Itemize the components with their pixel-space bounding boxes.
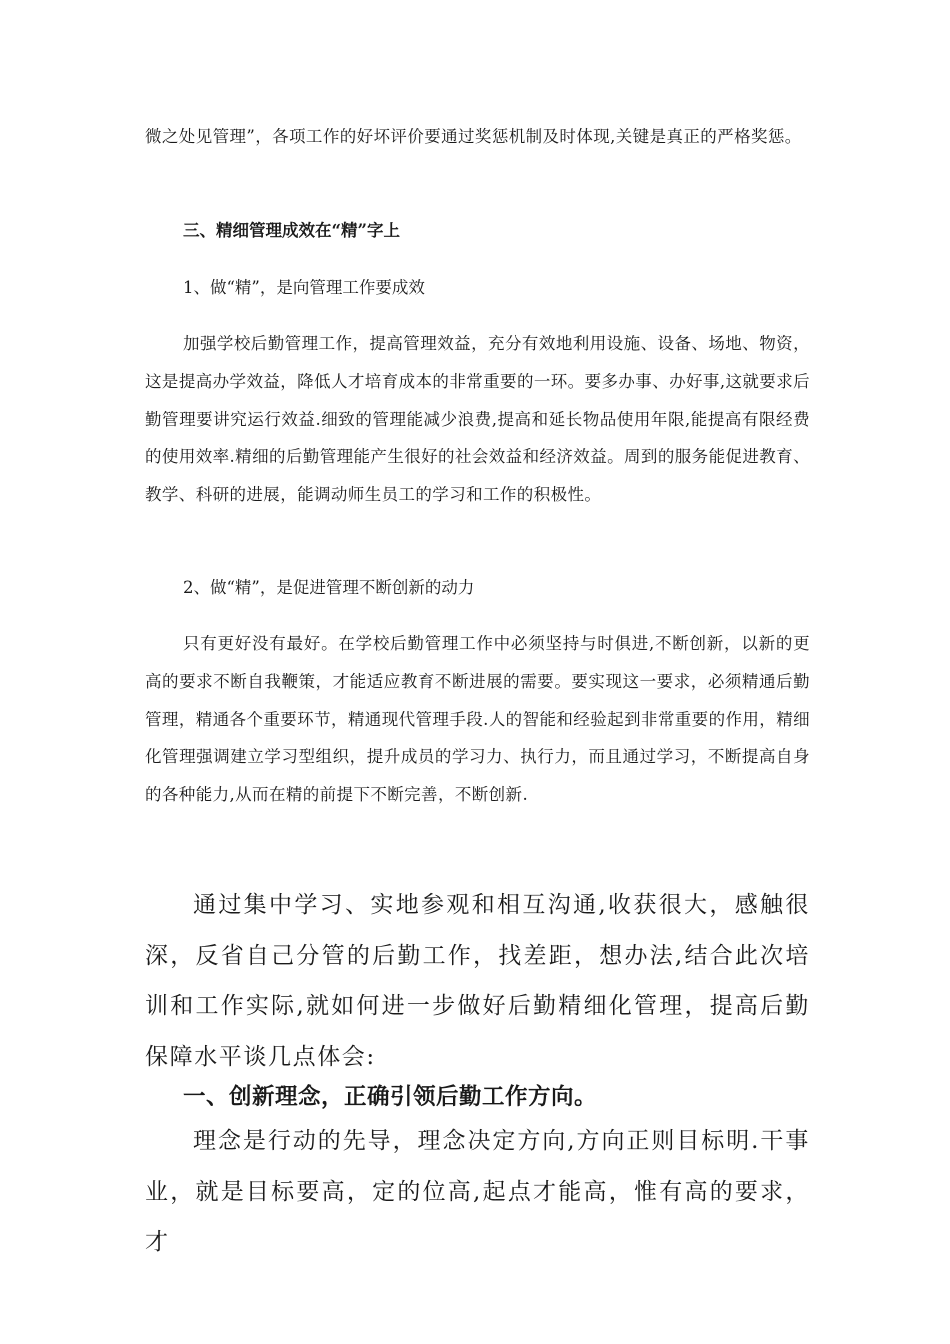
- paragraph-reward-punishment: 微之处见管理”，各项工作的好坏评价要通过奖惩机制及时体现,关键是真正的严格奖惩。: [145, 127, 802, 146]
- paragraph-management-efficiency: 加强学校后勤管理工作，提高管理效益，充分有效地利用设施、设备、场地、物资，这是提高办学效益，降低人才培育成本的非常重要的一环。要多办事、办好事,这就要求后勤管理要讲究运行效益.细致的管理能减少浪费,提高和延长物品使用年限,能提高有限经费的使用效率.精细的后勤管理能产生很好的社会效益和经济效益。周到的服务能促进教育、教学、科研的进展，能调动师生员工的学习和工作的积极性。: [145, 334, 810, 505]
- section-heading-1: 一、创新理念，正确引领后勤工作方向。: [183, 1084, 598, 1110]
- subheading-2: 2、做“精”，是促进管理不断创新的动力: [183, 578, 475, 597]
- section-heading-3: 三、精细管理成效在“精”字上: [183, 221, 400, 240]
- paragraph-philosophy: 理念是行动的先导，理念决定方向,方向正则目标明.干事业，就是目标要高，定的位高,起点才能高，惟有高的要求，才: [145, 1128, 810, 1255]
- subheading-1: 1、做“精”，是向管理工作要成效: [183, 278, 425, 297]
- paragraph-innovation: 只有更好没有最好。在学校后勤管理工作中必须坚持与时俱进,不断创新，以新的更高的要求不断自我鞭策，才能适应教育不断进展的需要。要实现这一要求，必须精通后勤管理，精通各个重要环节，精通现代管理手段.人的智能和经验起到非常重要的作用，精细化管理强调建立学习型组织，提升成员的学习力、执行力，而且通过学习，不断提高自身的各种能力,从而在精的前提下不断完善，不断创新.: [145, 634, 810, 805]
- paragraph-training-reflection: 通过集中学习、实地参观和相互沟通,收获很大，感触很深，反省自己分管的后勤工作，找差距，想办法,结合此次培训和工作实际,就如何进一步做好后勤精细化管理，提高后勤保障水平谈几点体会:: [145, 892, 810, 1070]
